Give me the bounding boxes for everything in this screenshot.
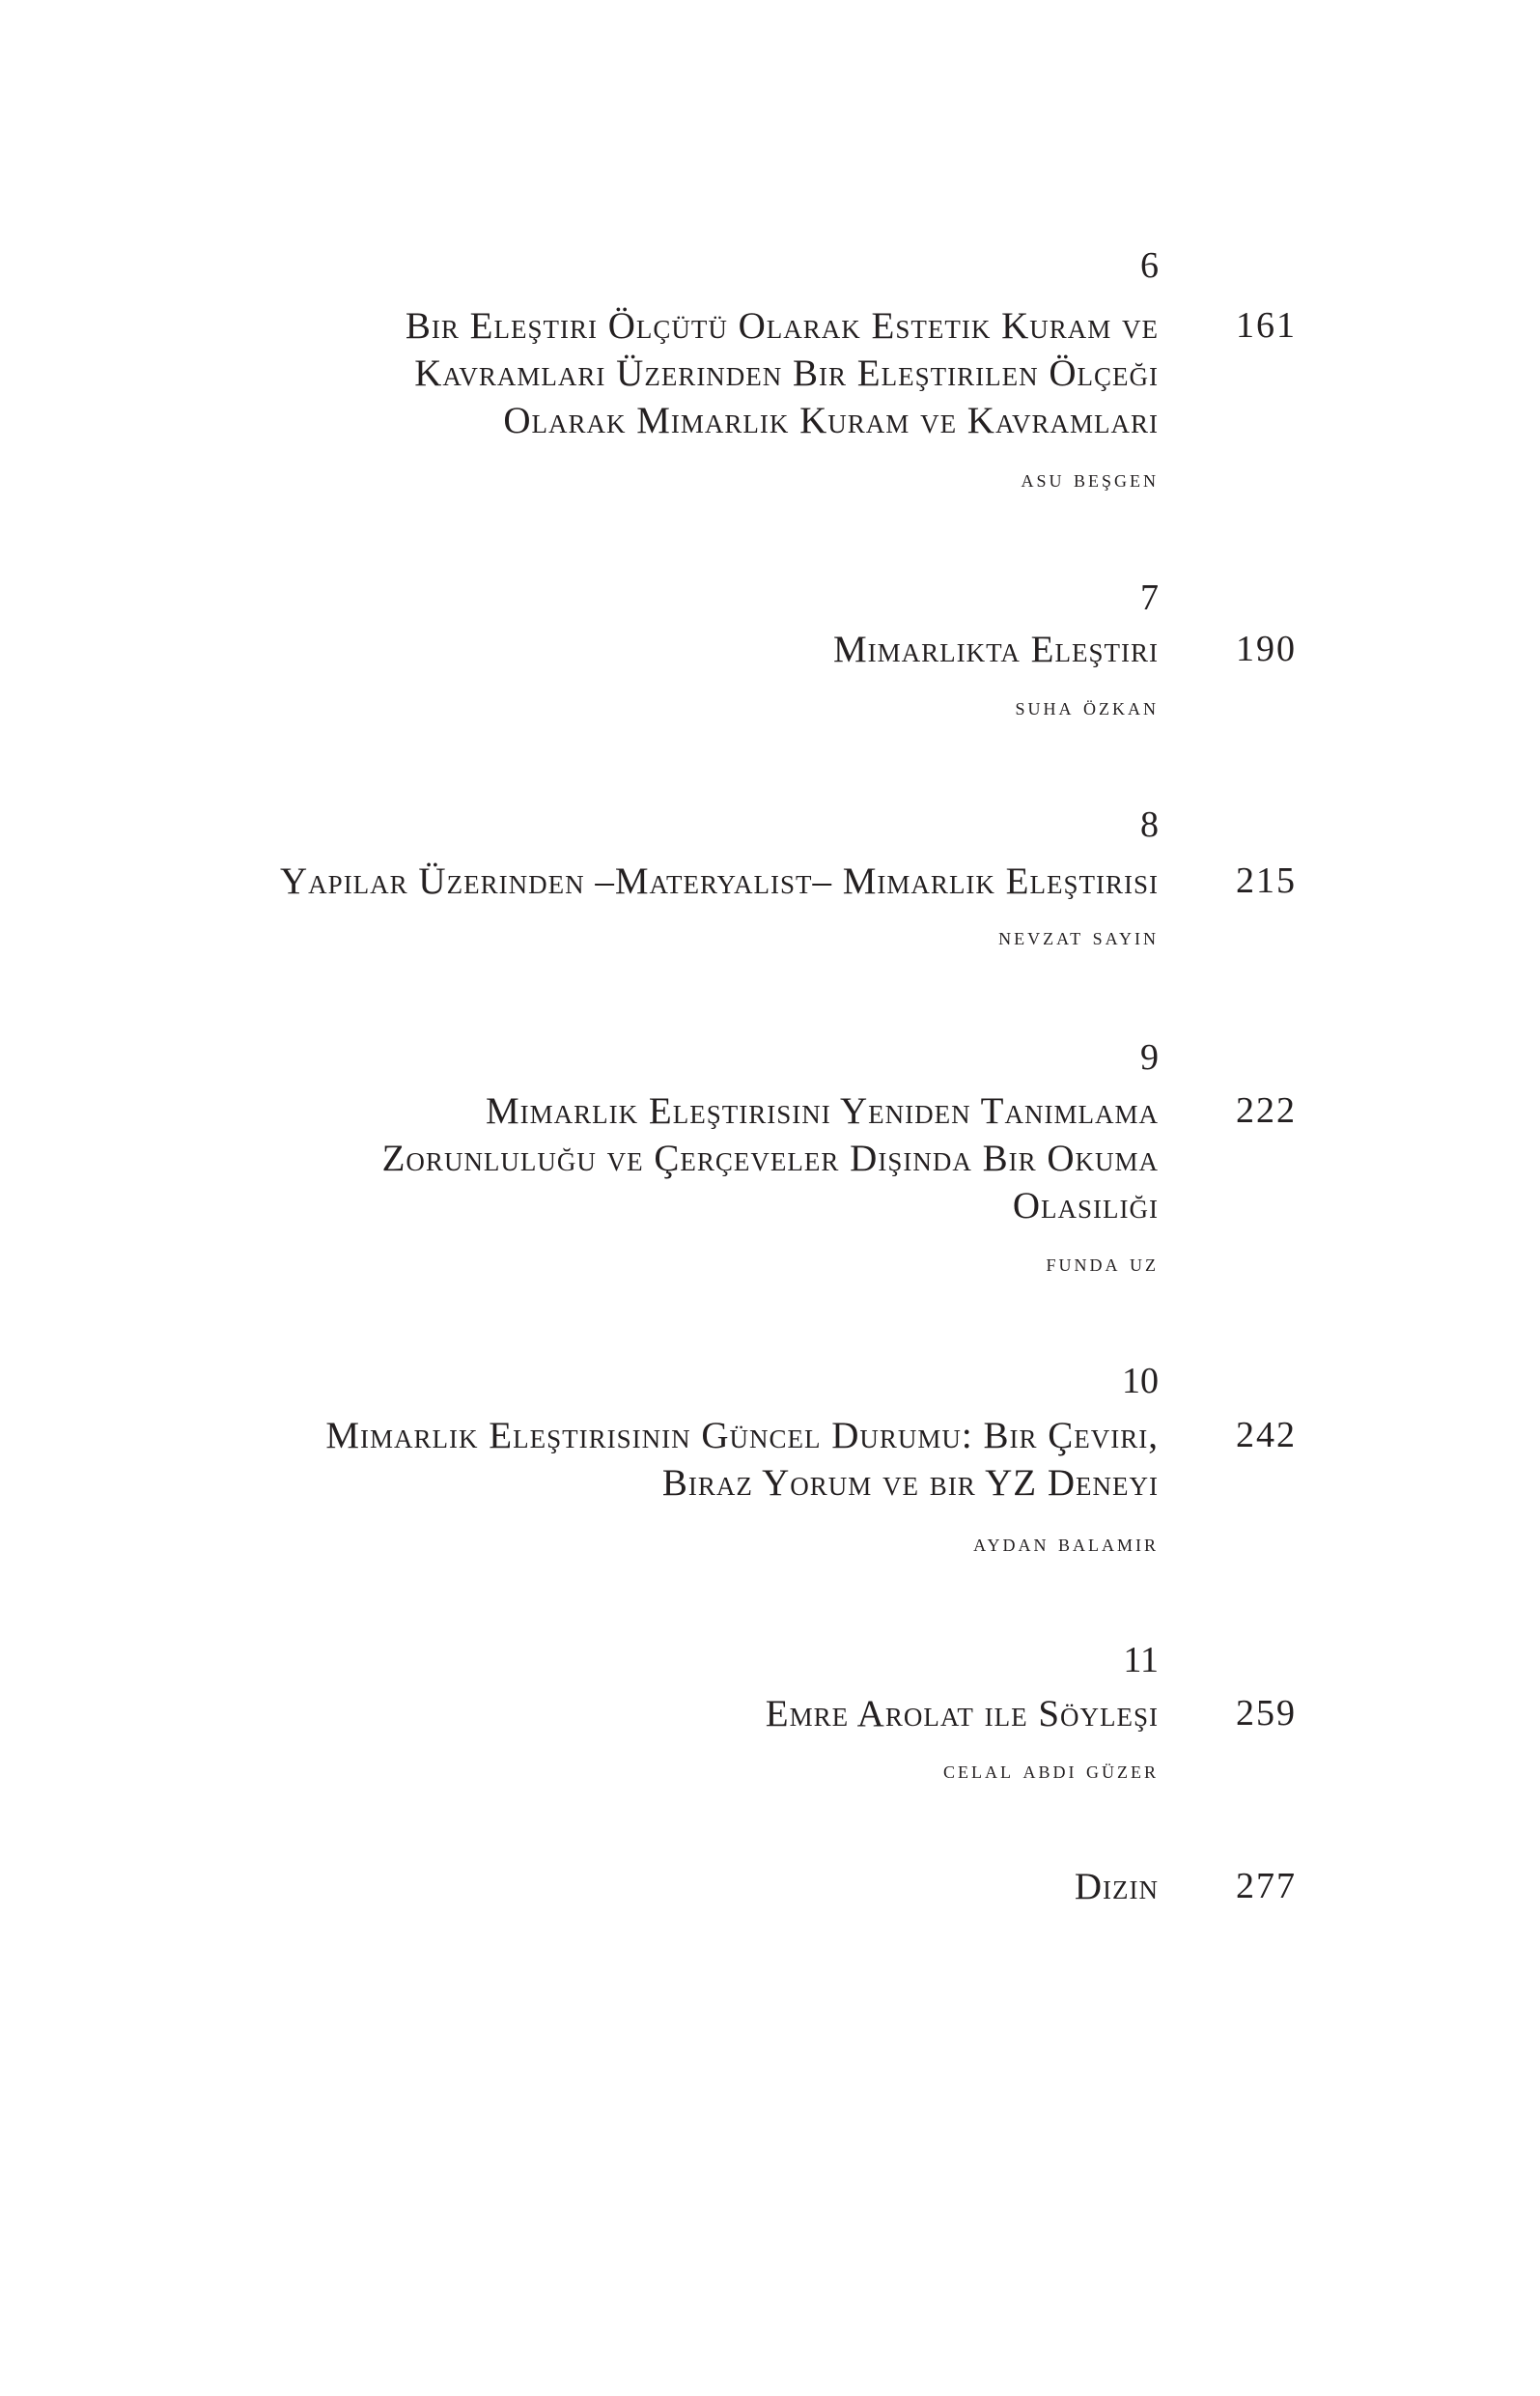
chapter-number: 9 bbox=[1140, 1037, 1159, 1078]
chapter-title-line: Mimarlık Eleştirisinin Güncel Durumu: Bir Çeviri, bbox=[325, 1415, 1159, 1456]
chapter-title[interactable] bbox=[0, 1412, 1159, 1507]
page-number[interactable]: 259 bbox=[1236, 1693, 1297, 1734]
chapter-title-line: Yapılar Üzerinden –Materyalist– Mimarlık Eleştirisi bbox=[280, 860, 1159, 902]
chapter-title[interactable] bbox=[0, 1690, 1159, 1737]
chapter-title-line: Emre Arolat ile Söyleşi bbox=[765, 1693, 1159, 1734]
chapter-title-line: Olarak Mimarlık Kuram ve Kavramları bbox=[503, 400, 1159, 441]
chapter-number: 10 bbox=[1122, 1361, 1159, 1401]
chapter-author: aydan balamir bbox=[973, 1529, 1159, 1557]
chapter-title-line: Biraz Yorum ve bir YZ Deneyi bbox=[661, 1462, 1159, 1504]
chapter-title[interactable] bbox=[0, 858, 1159, 905]
chapter-number: 8 bbox=[1140, 804, 1159, 845]
chapter-title[interactable] bbox=[0, 1087, 1159, 1229]
index-page-number[interactable]: 277 bbox=[1236, 1866, 1297, 1906]
chapter-title-line: Olasılığı bbox=[1012, 1185, 1159, 1226]
chapter-title-line: Kavramları Üzerinden Bir Eleştirilen Ölçeği bbox=[414, 352, 1159, 394]
chapter-author: nevzat sayın bbox=[998, 922, 1159, 950]
page-number[interactable]: 222 bbox=[1236, 1090, 1297, 1131]
chapter-number: 6 bbox=[1140, 245, 1159, 286]
chapter-author: suha özkan bbox=[1015, 692, 1159, 720]
chapter-title-line: Zorunluluğu ve Çerçeveler Dışında Bir Okuma bbox=[381, 1138, 1159, 1179]
chapter-title[interactable] bbox=[0, 626, 1159, 673]
index-title-line: Dizin bbox=[1074, 1866, 1159, 1907]
chapter-author: asu beşgen bbox=[1021, 465, 1159, 493]
page-number[interactable]: 190 bbox=[1236, 629, 1297, 669]
chapter-number: 11 bbox=[1123, 1640, 1159, 1680]
chapter-number: 7 bbox=[1140, 578, 1159, 618]
index-title[interactable] bbox=[0, 1863, 1159, 1910]
chapter-author: celal abdi güzer bbox=[943, 1756, 1159, 1784]
chapter-title[interactable] bbox=[0, 302, 1159, 444]
page-number[interactable]: 161 bbox=[1236, 305, 1297, 346]
chapter-title-line: Mimarlıkta Eleştiri bbox=[832, 629, 1159, 670]
page-number[interactable]: 215 bbox=[1236, 860, 1297, 901]
chapter-author: funda uz bbox=[1046, 1249, 1159, 1277]
chapter-title-line: Bir Eleştiri Ölçütü Olarak Estetik Kuram ve bbox=[405, 305, 1159, 347]
page-number[interactable]: 242 bbox=[1236, 1415, 1297, 1455]
chapter-title-line: Mimarlık Eleştirisini Yeniden Tanımlama bbox=[485, 1090, 1159, 1132]
